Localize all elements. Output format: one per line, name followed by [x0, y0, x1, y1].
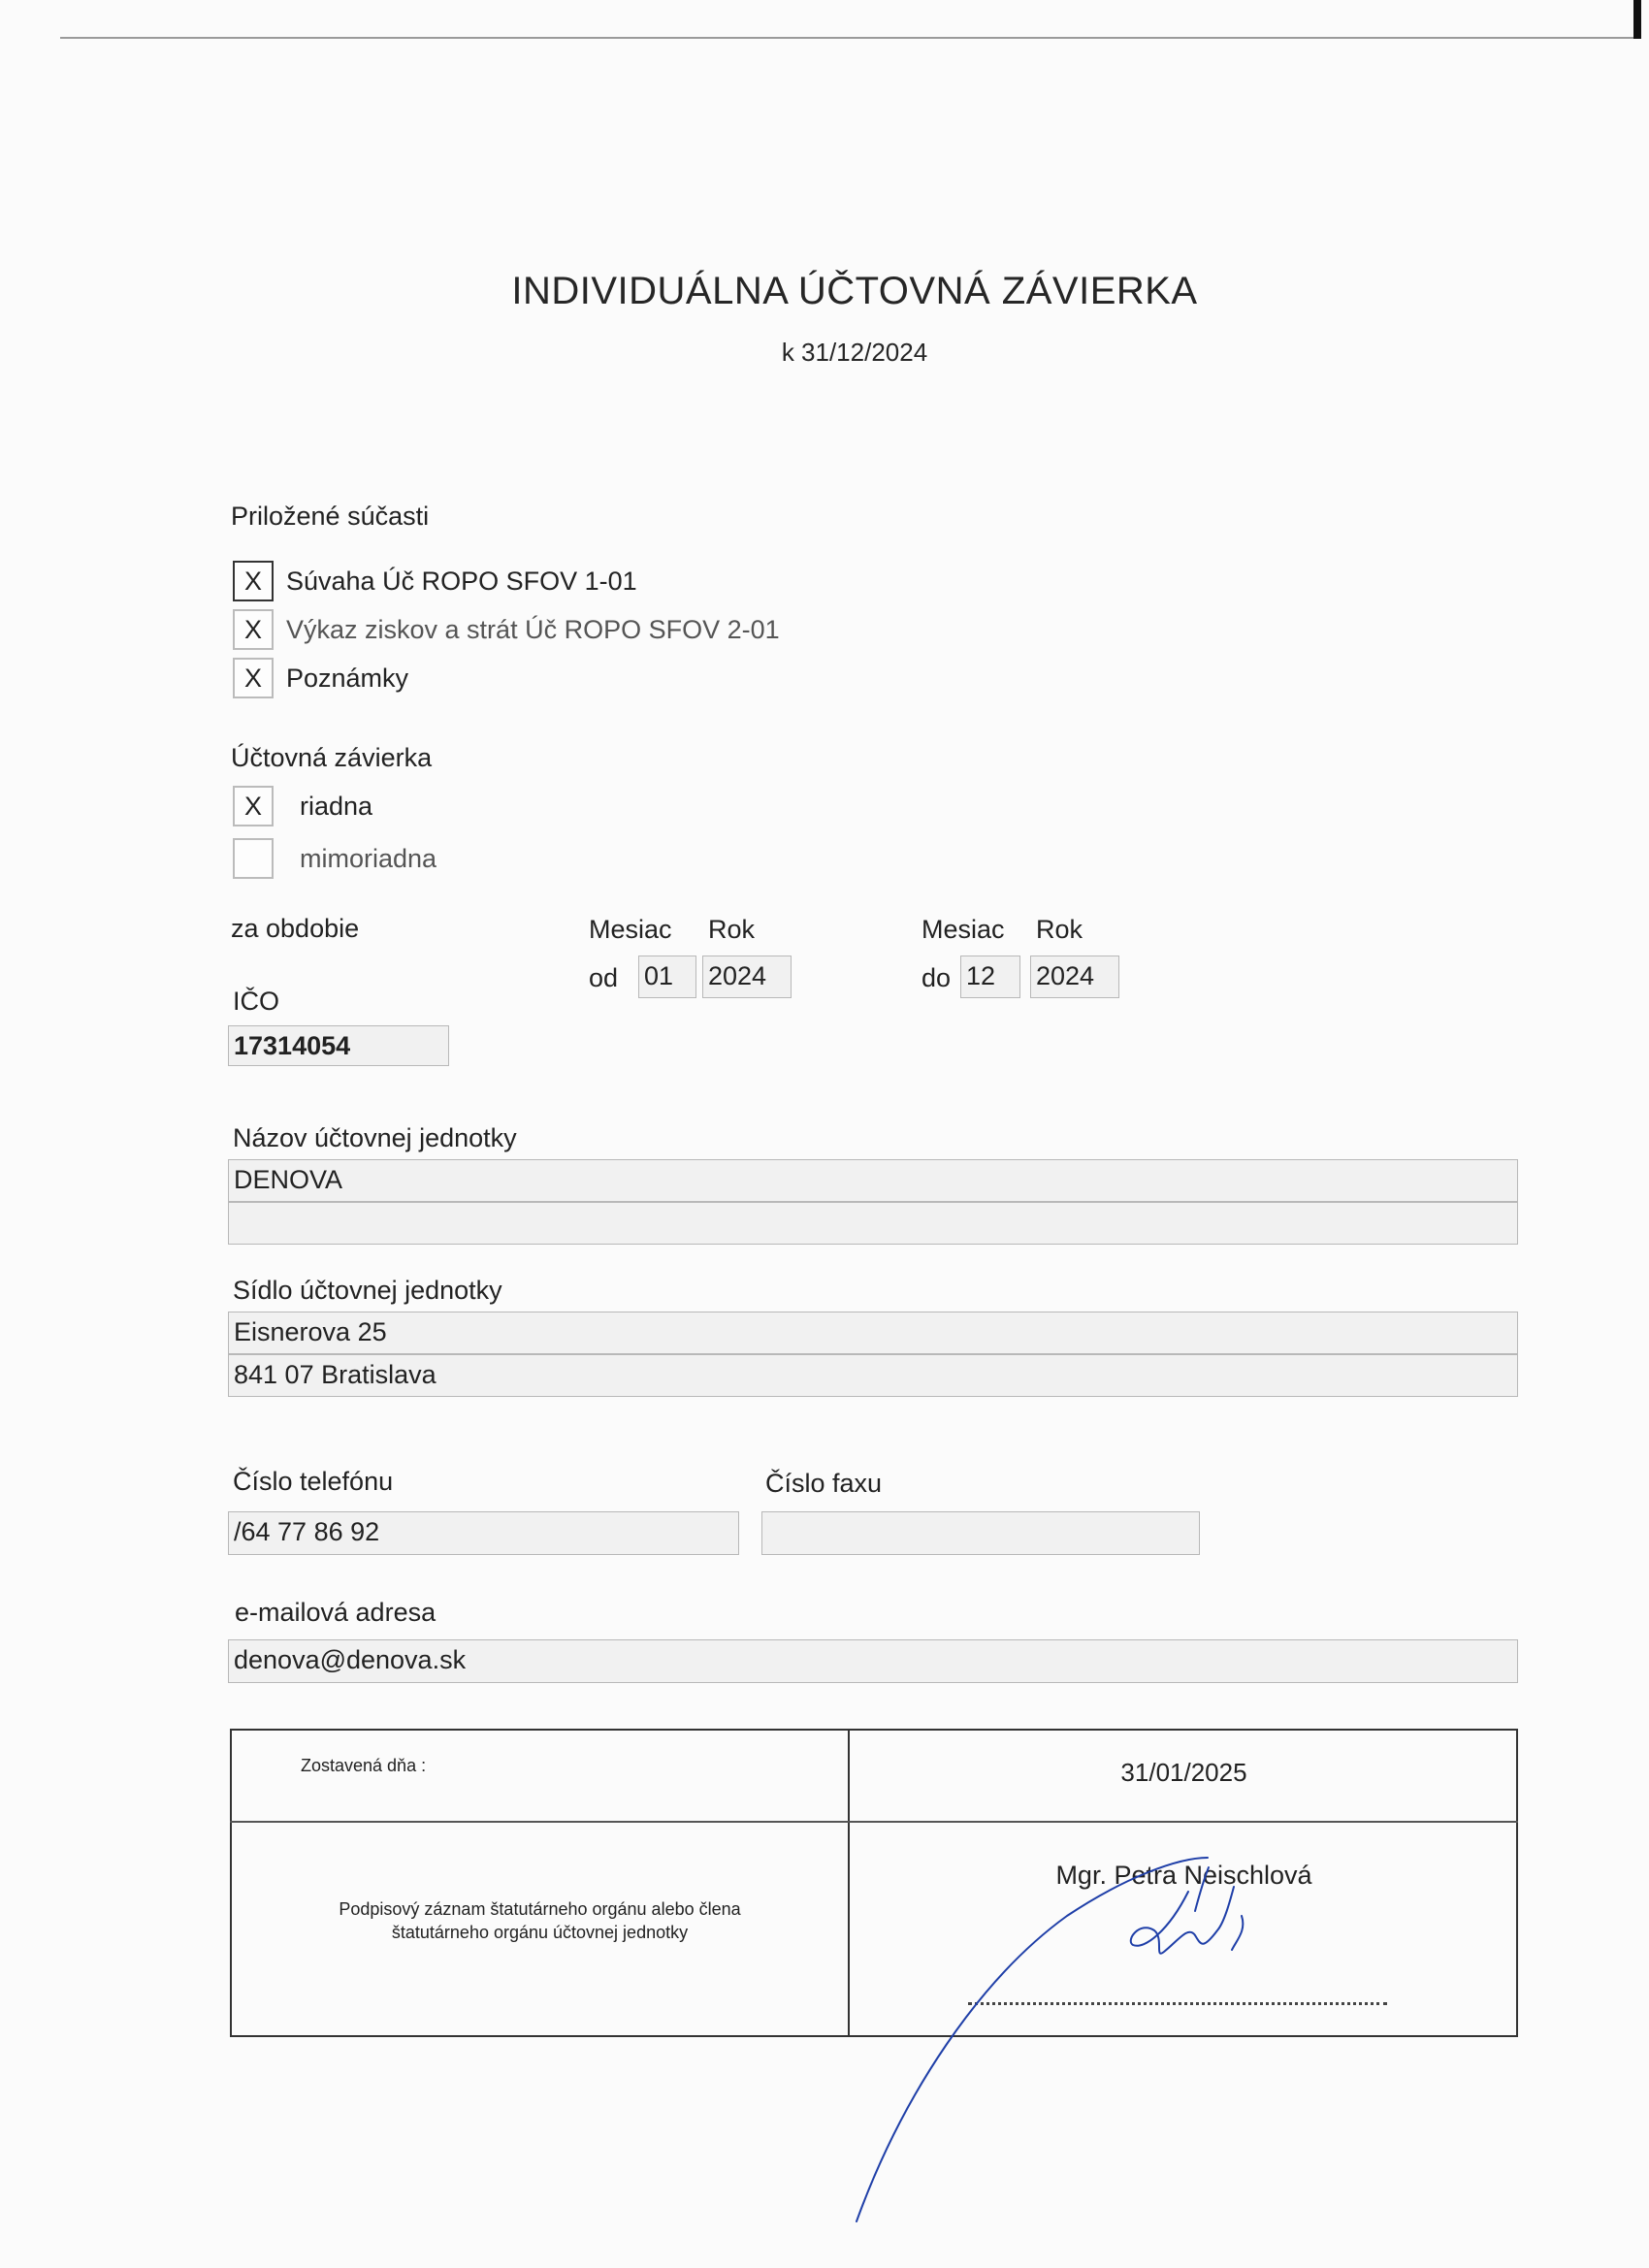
document-title: INDIVIDUÁLNA ÚČTOVNÁ ZÁVIERKA: [511, 270, 1198, 312]
checkbox-balance-sheet[interactable]: X: [233, 561, 274, 601]
checkbox-notes[interactable]: X: [233, 658, 274, 698]
notes-label: Poznámky: [286, 664, 409, 693]
address-field-line2[interactable]: 841 07 Bratislava: [228, 1354, 1518, 1397]
to-year-header: Rok: [1036, 915, 1083, 944]
from-month-header: Mesiac: [589, 915, 672, 944]
to-month-field[interactable]: 12: [960, 956, 1020, 998]
phone-field[interactable]: /64 77 86 92: [228, 1511, 739, 1555]
document-date: k 31/12/2024: [781, 338, 928, 367]
period-label: za obdobie: [231, 914, 360, 943]
email-field[interactable]: denova@denova.sk: [228, 1639, 1518, 1683]
extraordinary-label: mimoriadna: [300, 844, 437, 873]
from-label: od: [589, 963, 619, 992]
signatory-name: Mgr. Petra Neischlová: [1055, 1861, 1312, 1890]
to-label: do: [922, 963, 952, 992]
address-field-line1[interactable]: Eisnerova 25: [228, 1312, 1518, 1354]
checkbox-regular[interactable]: X: [233, 786, 274, 826]
compiled-date-label: Zostavená dňa :: [301, 1756, 427, 1775]
from-month-field[interactable]: 01: [638, 956, 696, 998]
income-statement-label: Výkaz ziskov a strát Úč ROPO SFOV 2-01: [286, 615, 780, 644]
signature-caption-line2: štatutárneho orgánu účtovnej jednotky: [391, 1923, 689, 1942]
ico-field[interactable]: 17314054: [228, 1025, 449, 1066]
ico-label: IČO: [233, 987, 280, 1016]
signature-caption-line1: Podpisový záznam štatutárneho orgánu alebo člena: [339, 1899, 741, 1919]
address-label: Sídlo účtovnej jednotky: [233, 1276, 502, 1305]
from-year-header: Rok: [708, 915, 756, 944]
attachments-heading: Priložené súčasti: [231, 502, 430, 531]
regular-label: riadna: [300, 792, 373, 821]
checkbox-income-statement[interactable]: X: [233, 609, 274, 650]
entity-name-label: Názov účtovnej jednotky: [233, 1123, 517, 1152]
compiled-date-value: 31/01/2025: [1120, 1758, 1247, 1787]
entity-name-field-line1[interactable]: DENOVA: [228, 1159, 1518, 1202]
from-year-field[interactable]: 2024: [702, 956, 792, 998]
to-year-field[interactable]: 2024: [1030, 956, 1119, 998]
fax-label: Číslo faxu: [765, 1469, 883, 1498]
phone-label: Číslo telefónu: [233, 1467, 394, 1496]
to-month-header: Mesiac: [922, 915, 1005, 944]
email-label: e-mailová adresa: [235, 1598, 436, 1627]
closing-type-heading: Účtovná závierka: [231, 743, 433, 772]
balance-sheet-label: Súvaha Úč ROPO SFOV 1-01: [286, 567, 637, 596]
